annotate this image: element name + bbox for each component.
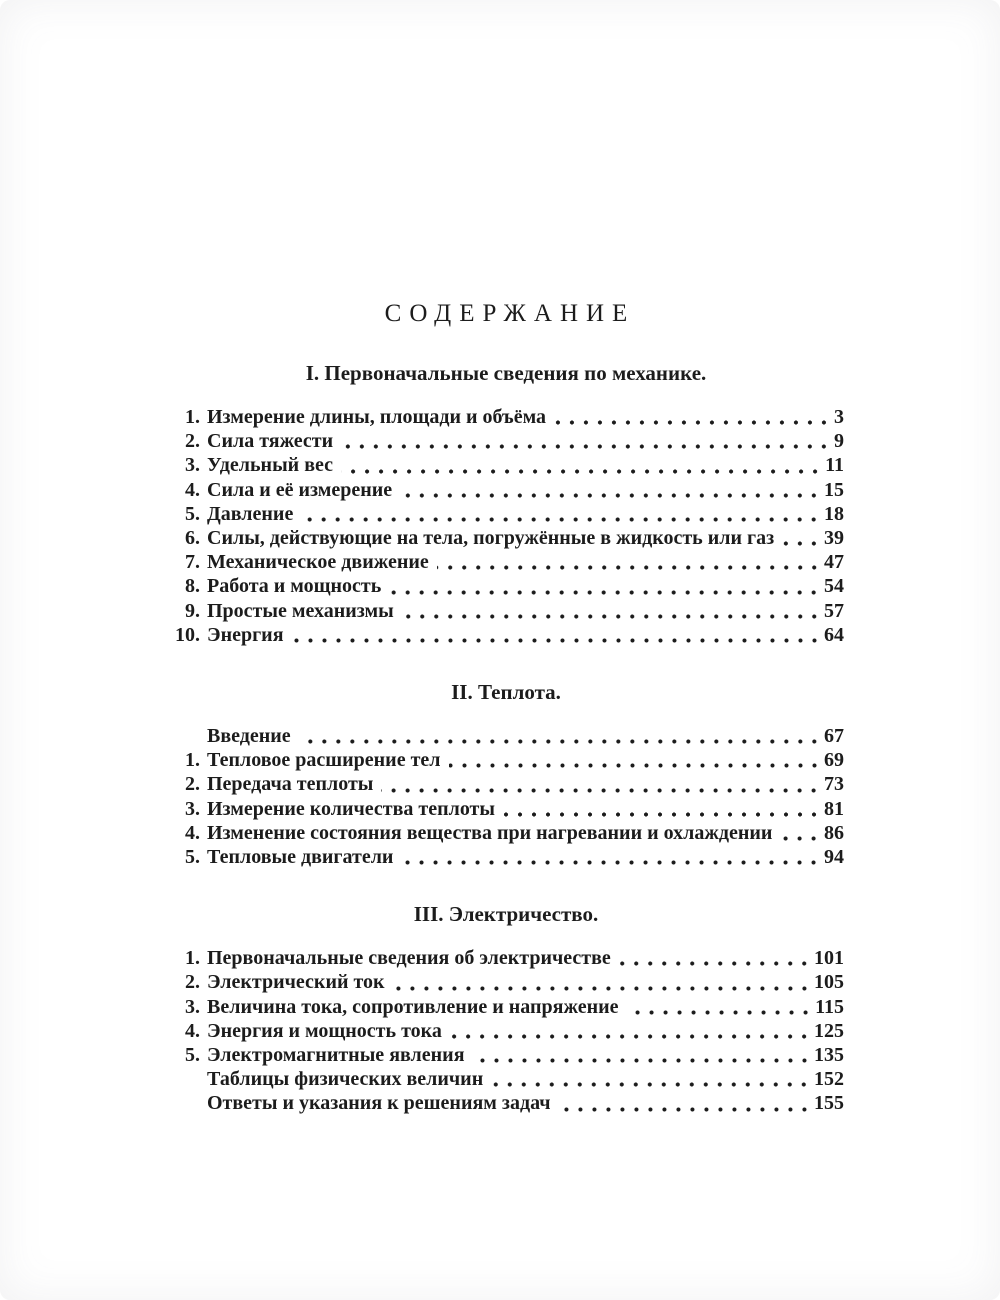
item-number: 3. bbox=[185, 797, 200, 820]
toc-sections bbox=[168, 361, 844, 1116]
toc-row bbox=[168, 821, 844, 845]
toc-row bbox=[168, 1043, 844, 1067]
item-title: Таблицы физических величин bbox=[207, 1068, 484, 1091]
toc-list bbox=[168, 405, 844, 647]
dot-leader bbox=[402, 599, 821, 623]
item-title: Энергия и мощность тока bbox=[207, 1019, 442, 1042]
dot-leader bbox=[782, 526, 821, 550]
page-number: 9 bbox=[834, 430, 844, 453]
page-number: 47 bbox=[824, 551, 844, 574]
toc-section bbox=[168, 902, 844, 1115]
page-number: 3 bbox=[834, 406, 844, 428]
item-title: Сила тяжести bbox=[207, 430, 334, 453]
dot-leader bbox=[619, 946, 811, 970]
section-heading: I. Первоначальные сведения по механике. bbox=[305, 361, 707, 385]
page-number: 18 bbox=[824, 502, 844, 525]
item-number: 3. bbox=[185, 995, 200, 1018]
page-number: 101 bbox=[814, 947, 844, 970]
dot-leader bbox=[381, 772, 821, 796]
toc-row bbox=[168, 1019, 844, 1043]
item-number: 4. bbox=[185, 1019, 200, 1042]
toc-row bbox=[168, 1091, 844, 1115]
toc-row bbox=[168, 970, 844, 994]
item-title: Величина тока, сопротивление и напряжение bbox=[207, 995, 619, 1018]
page-number: 39 bbox=[824, 527, 844, 550]
toc-row bbox=[168, 405, 844, 429]
toc-row bbox=[168, 550, 844, 574]
item-title: Простые механизмы bbox=[207, 599, 394, 622]
item-number: 5. bbox=[185, 502, 200, 525]
toc-row bbox=[168, 1067, 844, 1091]
section-heading: III. Электричество. bbox=[413, 902, 599, 927]
page-number: 64 bbox=[824, 623, 844, 646]
dot-leader bbox=[559, 1091, 811, 1115]
toc-row bbox=[168, 995, 844, 1019]
dot-leader bbox=[389, 574, 821, 598]
item-title: Первоначальные сведения об электричестве bbox=[207, 947, 611, 970]
page-number: 125 bbox=[814, 1019, 844, 1042]
item-number: 5. bbox=[185, 846, 200, 869]
toc-row bbox=[168, 946, 844, 970]
item-number: 4. bbox=[185, 478, 200, 501]
dot-leader bbox=[503, 797, 821, 821]
item-title: Введение bbox=[207, 725, 291, 748]
item-number: 2. bbox=[185, 971, 200, 994]
item-number: 7. bbox=[185, 551, 200, 574]
item-title: Давление bbox=[207, 502, 294, 525]
dot-leader bbox=[341, 429, 831, 453]
page-number: 73 bbox=[824, 773, 844, 796]
page-number: 115 bbox=[815, 995, 844, 1018]
item-title: Измерение длины, площади и объёма bbox=[207, 406, 547, 428]
item-number: 4. bbox=[185, 821, 200, 844]
item-title: Ответы и указания к решениям задач bbox=[207, 1092, 551, 1115]
item-title: Изменение состояния вещества при нагревании и охлаждении bbox=[207, 821, 773, 844]
dot-leader bbox=[400, 478, 821, 502]
toc-row bbox=[168, 502, 844, 526]
dot-leader bbox=[780, 821, 821, 845]
item-number: 5. bbox=[185, 1044, 200, 1067]
item-number: 2. bbox=[185, 773, 200, 796]
item-title: Работа и мощность bbox=[207, 575, 382, 598]
item-number: 10. bbox=[175, 623, 200, 646]
toc-row bbox=[168, 574, 844, 598]
dot-leader bbox=[627, 995, 813, 1019]
page-number: 69 bbox=[824, 749, 844, 772]
toc-row bbox=[168, 623, 844, 647]
toc-row bbox=[168, 748, 844, 772]
item-number: 1. bbox=[185, 406, 200, 428]
toc-section bbox=[168, 361, 844, 647]
item-number: 1. bbox=[185, 947, 200, 970]
toc-row bbox=[168, 772, 844, 796]
toc-row bbox=[168, 724, 844, 748]
page-number: 54 bbox=[824, 575, 844, 598]
dot-leader bbox=[449, 748, 822, 772]
item-title: Механическое движение bbox=[207, 551, 429, 574]
dot-leader bbox=[437, 550, 821, 574]
page-number: 155 bbox=[814, 1092, 844, 1115]
page-number: 135 bbox=[814, 1044, 844, 1067]
item-title: Тепловые двигатели bbox=[207, 846, 394, 869]
item-title: Удельный вес bbox=[207, 454, 334, 477]
dot-leader bbox=[491, 1067, 811, 1091]
toc-row bbox=[168, 453, 844, 477]
dot-leader bbox=[292, 623, 821, 647]
item-title: Тепловое расширение тел bbox=[207, 749, 441, 772]
item-title: Энергия bbox=[207, 623, 284, 646]
item-title: Передача теплоты bbox=[207, 773, 374, 796]
page-number: 11 bbox=[825, 454, 844, 477]
dot-leader bbox=[473, 1043, 811, 1067]
toc-section bbox=[168, 680, 844, 869]
dot-leader bbox=[301, 502, 821, 526]
toc-row bbox=[168, 845, 844, 869]
page-number: 86 bbox=[824, 821, 844, 844]
page-number: 57 bbox=[824, 599, 844, 622]
section-heading: II. Теплота. bbox=[451, 680, 561, 705]
page-number: 15 bbox=[824, 478, 844, 501]
toc-row bbox=[168, 429, 844, 453]
dot-leader bbox=[393, 970, 811, 994]
dot-leader bbox=[341, 453, 822, 477]
toc-list bbox=[168, 724, 844, 869]
page-number: 94 bbox=[824, 846, 844, 869]
table-of-contents bbox=[168, 300, 844, 1116]
page-number: 152 bbox=[814, 1068, 844, 1091]
item-title: Сила и её измерение bbox=[207, 478, 393, 501]
dot-leader bbox=[450, 1019, 811, 1043]
page-number: 67 bbox=[824, 725, 844, 748]
dot-leader bbox=[299, 724, 821, 748]
toc-row bbox=[168, 599, 844, 623]
item-number: 8. bbox=[185, 575, 200, 598]
toc-list bbox=[168, 946, 844, 1115]
page-number: 81 bbox=[824, 797, 844, 820]
dot-leader bbox=[401, 845, 821, 869]
page-number: 105 bbox=[814, 971, 844, 994]
item-number: 3. bbox=[185, 454, 200, 477]
item-number: 2. bbox=[185, 430, 200, 453]
toc-row bbox=[168, 797, 844, 821]
item-title: Электромагнитные явления bbox=[207, 1044, 465, 1067]
item-title: Электрический ток bbox=[207, 971, 385, 994]
item-title: Измерение количества теплоты bbox=[207, 797, 495, 820]
item-number: 9. bbox=[185, 599, 200, 622]
dot-leader bbox=[554, 405, 831, 429]
page-title: СОДЕРЖАНИЕ bbox=[384, 300, 636, 327]
item-title: Силы, действующие на тела, погружённые в жидкость или газ bbox=[207, 527, 775, 550]
item-number: 1. bbox=[185, 749, 200, 772]
toc-row bbox=[168, 526, 844, 550]
toc-row bbox=[168, 478, 844, 502]
item-number: 6. bbox=[185, 527, 200, 550]
